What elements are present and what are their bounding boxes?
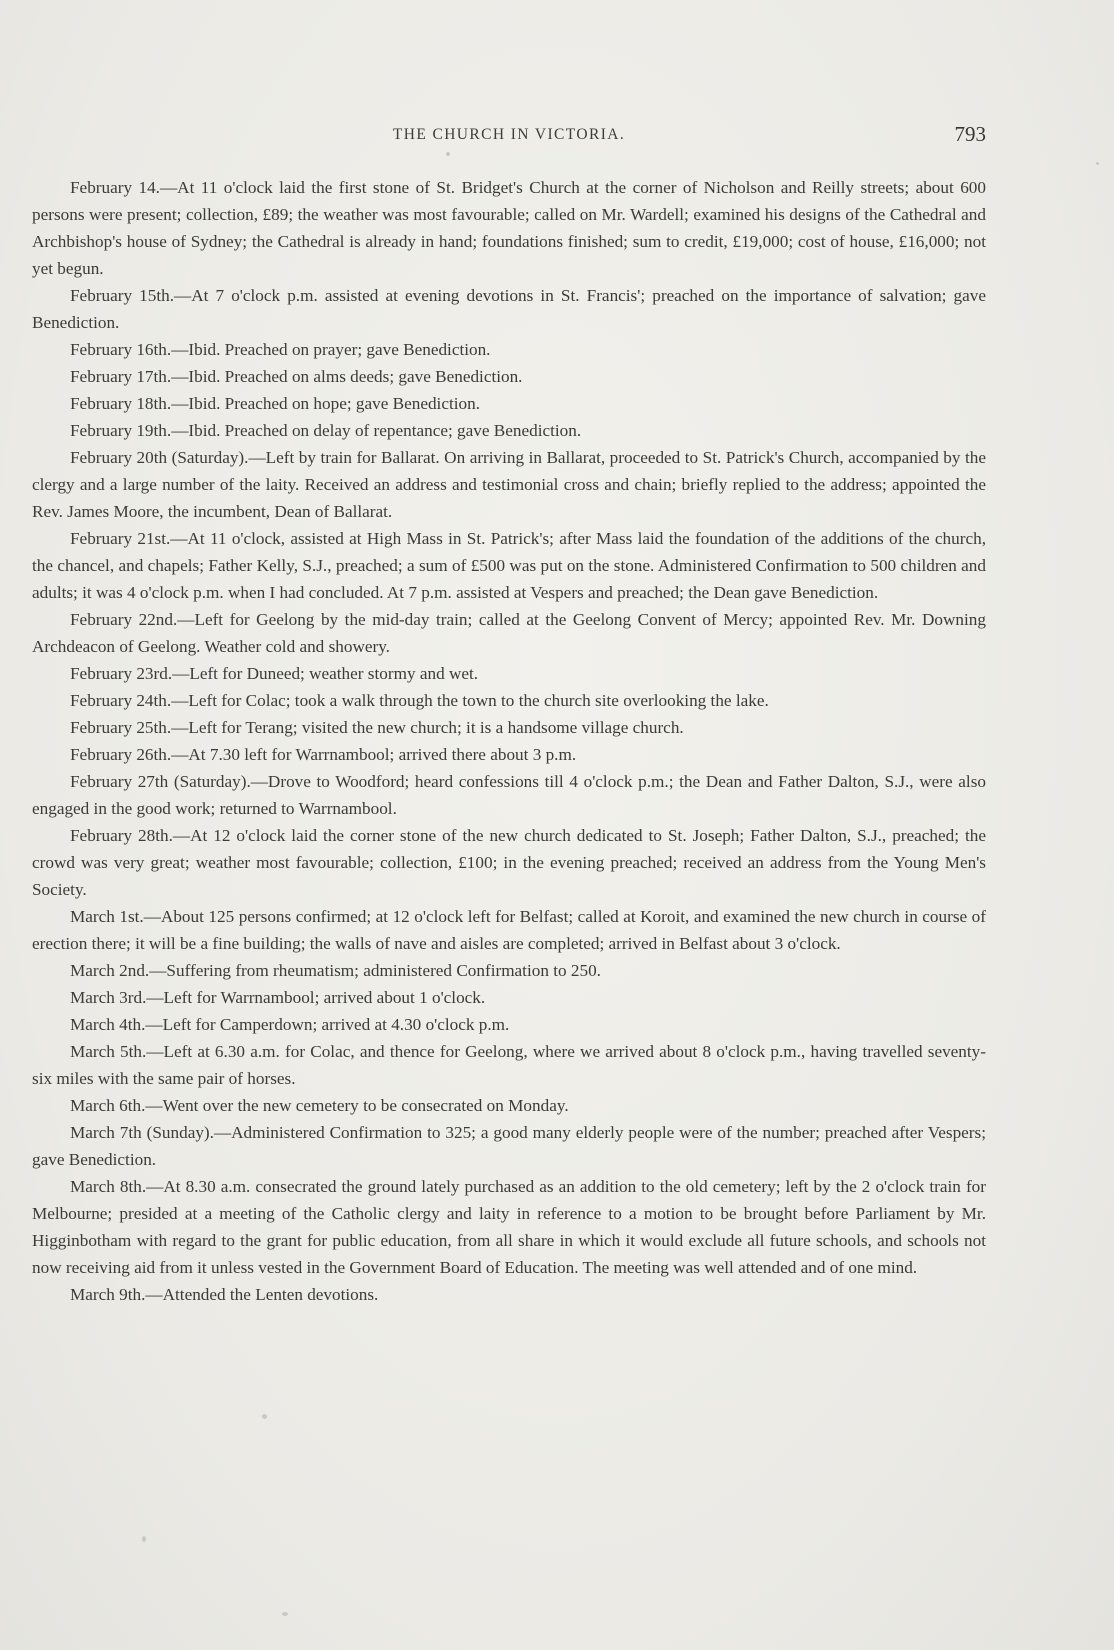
paragraph-mar-7: March 7th (Sunday).—Administered Confirmation to 325; a good many elderly people were of the number; preached after Vespers; gave Benediction. [32, 1123, 986, 1169]
text-block [32, 174, 986, 1308]
page-number: 793 [954, 122, 986, 146]
paper-speck [282, 1612, 288, 1616]
paragraph-feb-25: February 25th.—Left for Terang; visited the new church; it is a handsome village church. [70, 718, 684, 737]
paragraph-feb-22: February 22nd.—Left for Geelong by the mid-day train; called at the Geelong Convent of Mercy; appointed Rev. Mr. Downing Archdeacon of Geelong. Weather cold and showery. [32, 610, 986, 656]
paper-speck [262, 1414, 267, 1419]
paragraph-mar-1: March 1st.—About 125 persons confirmed; at 12 o'clock left for Belfast; called at Koroit, and examined the new church in course of erection there; it will be a fine building; the walls of nave and aisles are completed; arrived in Belfast about 3 o'clock. [32, 907, 986, 953]
paragraph-feb-19: February 19th.—Ibid. Preached on delay of repentance; gave Benediction. [70, 421, 582, 440]
running-title: THE CHURCH IN VICTORIA. [392, 126, 626, 143]
paragraph-feb-18: February 18th.—Ibid. Preached on hope; gave Benediction. [70, 394, 480, 413]
paragraph-feb-20: February 20th (Saturday).—Left by train for Ballarat. On arriving in Ballarat, proceeded to St. Patrick's Church, accompanied by the clergy and a large number of the laity. Received an address and testimonial cross and chain; briefly replied to the address; appointed the Rev. James Moore, the incumbent, Dean of Ballarat. [32, 448, 986, 521]
paragraph-feb-26: February 26th.—At 7.30 left for Warrnambool; arrived there about 3 p.m. [70, 745, 577, 764]
paragraph-feb-28: February 28th.—At 12 o'clock laid the corner stone of the new church dedicated to St. Joseph; Father Dalton, S.J., preached; the crowd was very great; weather most favourable; collection, £100; in the evening preached; received an address from the Young Men's Society. [32, 826, 986, 899]
paragraph-feb-15: February 15th.—At 7 o'clock p.m. assisted at evening devotions in St. Francis'; preached on the importance of salvation; gave Benediction. [32, 286, 986, 332]
paper-speck [1096, 162, 1099, 165]
paragraph-feb-27: February 27th (Saturday).—Drove to Woodford; heard confessions till 4 o'clock p.m.; the Dean and Father Dalton, S.J., were also engaged in the good work; returned to Warrnambool. [32, 772, 986, 818]
paragraph-feb-16: February 16th.—Ibid. Preached on prayer; gave Benediction. [70, 340, 491, 359]
running-head [32, 124, 986, 150]
paragraph-mar-2: March 2nd.—Suffering from rheumatism; administered Confirmation to 250. [70, 961, 601, 980]
paper-speck [446, 152, 450, 156]
paragraph-feb-17: February 17th.—Ibid. Preached on alms deeds; gave Benediction. [70, 367, 523, 386]
paragraph-feb-24: February 24th.—Left for Colac; took a walk through the town to the church site overlooking the lake. [70, 691, 769, 710]
paragraph-mar-4: March 4th.—Left for Camperdown; arrived at 4.30 o'clock p.m. [70, 1015, 510, 1034]
paragraph-mar-6: March 6th.—Went over the new cemetery to be consecrated on Monday. [70, 1096, 569, 1115]
paragraph-mar-8: March 8th.—At 8.30 a.m. consecrated the ground lately purchased as an addition to the old cemetery; left by the 2 o'clock train for Melbourne; presided at a meeting of the Catholic clergy and laity in reference to a motion to be brought before Parliament by Mr. Higginbotham with regard to the grant for public education, from all share in which it would exclude all future schools, and schools not now receiving aid from it unless vested in the Government Board of Education. The meeting was well attended and of one mind. [32, 1177, 986, 1277]
paragraph-mar-9: March 9th.—Attended the Lenten devotions. [70, 1285, 379, 1304]
paragraph-feb-21: February 21st.—At 11 o'clock, assisted at High Mass in St. Patrick's; after Mass laid the foundation of the additions of the church, the chancel, and chapels; Father Kelly, S.J., preached; a sum of £500 was put on the stone. Administered Confirmation to 500 children and adults; it was 4 o'clock p.m. when I had concluded. At 7 p.m. assisted at Vespers and preached; the Dean gave Benediction. [32, 529, 986, 602]
paragraph-mar-5: March 5th.—Left at 6.30 a.m. for Colac, and thence for Geelong, where we arrived about 8 o'clock p.m., having travelled seventy-six miles with the same pair of horses. [32, 1042, 986, 1088]
paragraph-feb-14: February 14.—At 11 o'clock laid the first stone of St. Bridget's Church at the corner of Nicholson and Reilly streets; about 600 persons were present; collection, £89; the weather was most favourable; called on Mr. Wardell; examined his designs of the Cathedral and Archbishop's house of Sydney; the Cathedral is already in hand; foundations finished; sum to credit, £19,000; cost of house, £16,000; not yet begun. [32, 178, 986, 278]
paragraph-mar-3: March 3rd.—Left for Warrnambool; arrived about 1 o'clock. [70, 988, 486, 1007]
paragraph-feb-23: February 23rd.—Left for Duneed; weather stormy and wet. [70, 664, 479, 683]
paper-speck [142, 1536, 146, 1542]
